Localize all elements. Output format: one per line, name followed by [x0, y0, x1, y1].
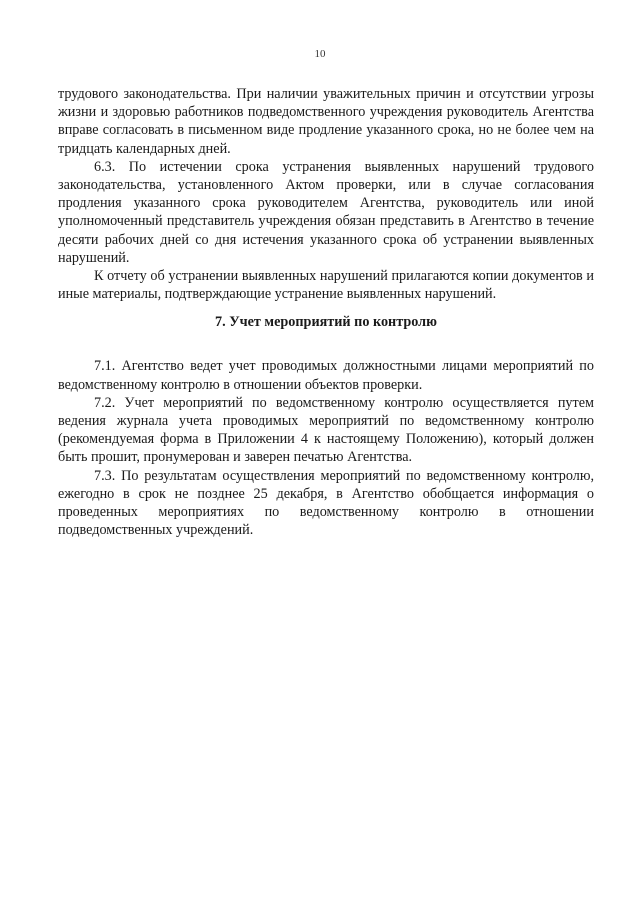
- paragraph-6-3: 6.3. По истечении срока устранения выявленных нарушений трудового законодательства, установленного Актом проверки, или в случае согласования продления указанного срока руководителем Агентства, руководитель или иной уполномоченный представитель учреждения обязан представить в Агентство в течение десяти рабочих дней со дня истечения указанного срока об устранении выявленных нарушений.: [58, 158, 594, 266]
- paragraph-7-3: 7.3. По результатам осуществления мероприятий по ведомственному контролю, ежегодно в срок не позднее 25 декабря, в Агентство обобщается информация о проведенных мероприятиях по ведомственному контролю в отношении подведомственных учреждений.: [58, 467, 594, 539]
- document-body: [58, 85, 594, 539]
- paragraph-7-1: 7.1. Агентство ведет учет проводимых должностными лицами мероприятий по ведомственному контролю в отношении объектов проверки.: [58, 358, 594, 393]
- paragraph-7-2: 7.2. Учет мероприятий по ведомственному контролю осуществляется путем ведения журнала учета проводимых мероприятий по ведомственному контролю (рекомендуемая форма в Приложении 4 к настоящему Положению), который должен быть прошит, пронумерован и заверен печатью Агентства.: [58, 394, 594, 466]
- paragraph-continuation: трудового законодательства. При наличии уважительных причин и отсутствии угрозы жизни и здоровью работников подведомственного учреждения руководитель Агентства вправе согласовать в письменном виде продление указанного срока, но не более чем на тридцать календарных дней.: [58, 86, 594, 157]
- page-number: 10: [314, 48, 326, 60]
- paragraph-report-attachments: К отчету об устранении выявленных нарушений прилагаются копии документов и иные материалы, подтверждающие устранение выявленных нарушений.: [58, 268, 594, 303]
- section-title: 7. Учет мероприятий по контролю: [215, 314, 437, 331]
